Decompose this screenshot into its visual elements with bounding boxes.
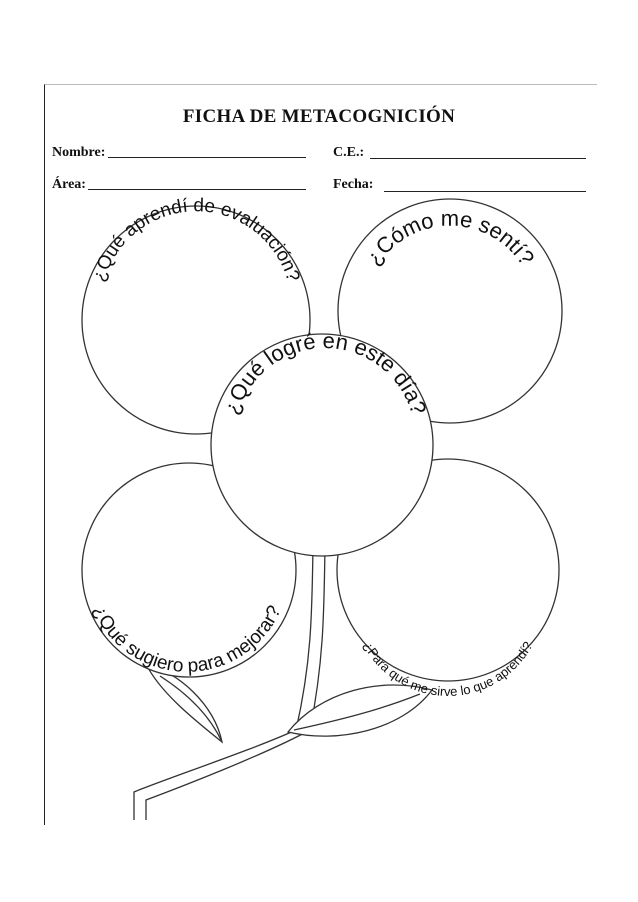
area-label: Área: bbox=[52, 177, 86, 192]
page-title: FICHA DE METACOGNICIÓN bbox=[182, 106, 456, 127]
ce-label: C.E.: bbox=[333, 145, 365, 160]
question-center: ¿Qué logré en este día? bbox=[218, 327, 432, 418]
question-bottom-right: ¿Para qué me sirve lo que aprendí? bbox=[360, 638, 536, 700]
nombre-label: Nombre: bbox=[52, 145, 106, 160]
question-bottom-left: ¿Qué sugiero para mejorar? bbox=[88, 602, 286, 677]
question-top-left: ¿Qué aprendí de evaluación? bbox=[88, 195, 304, 285]
question-top-right: ¿Cómo me sentí? bbox=[360, 205, 540, 270]
fecha-label: Fecha: bbox=[333, 177, 374, 192]
leaf-right bbox=[288, 685, 432, 736]
